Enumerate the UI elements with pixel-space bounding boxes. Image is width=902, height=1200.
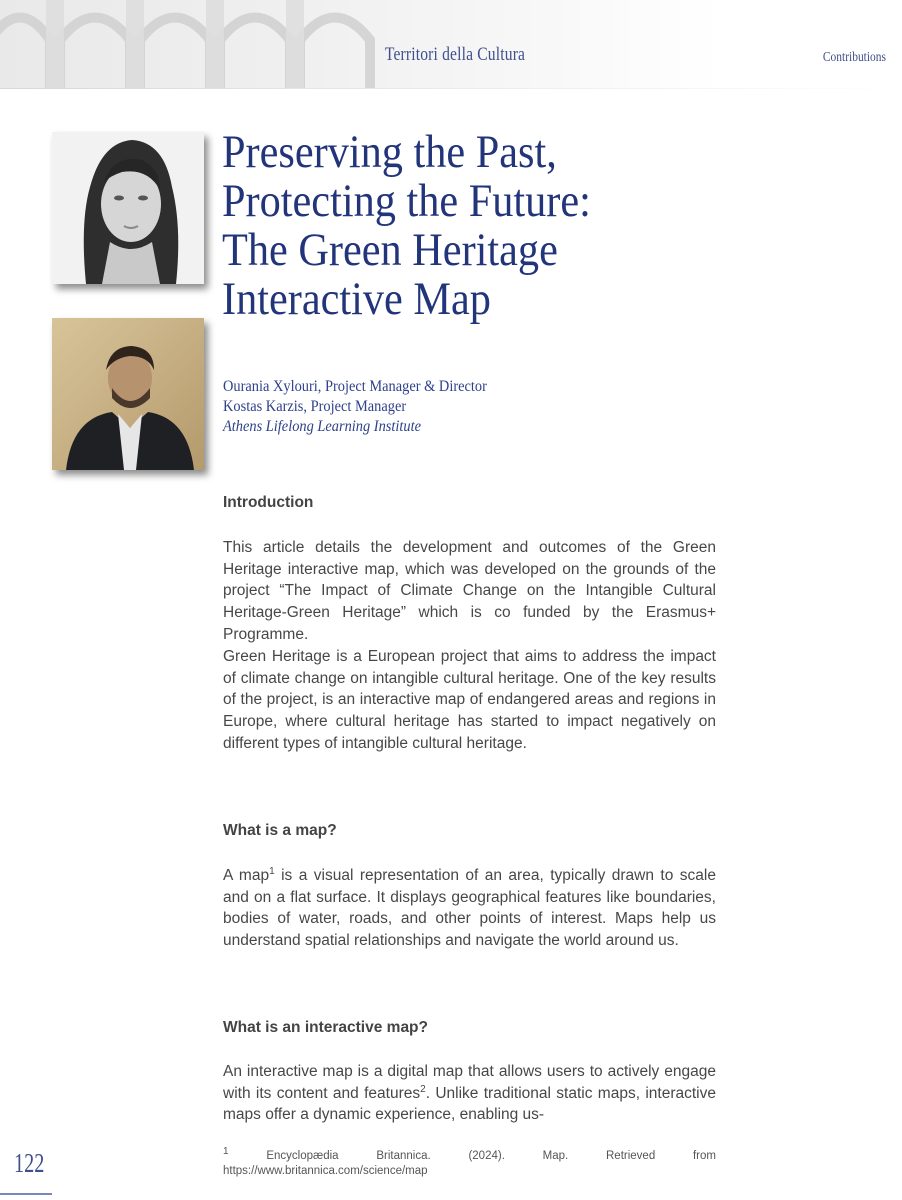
paragraph-text: An interactive map is a digital map that allows users to actively engage with its content and features	[223, 1063, 716, 1102]
magazine-title: Territori della Cultura	[384, 44, 526, 65]
title-line: Interactive Map	[222, 273, 491, 325]
footnote-text: Encyclopædia Britannica. (2024). Map. Retrieved from https://www.britannica.com/science/map	[223, 1150, 716, 1177]
paragraph-text: . Unlike traditional static maps, interactive maps offer a dynamic experience, enabling us-	[223, 1084, 716, 1124]
map-definition-paragraph	[223, 865, 716, 952]
title-line: The Green Heritage	[222, 224, 558, 276]
arch-decoration	[0, 0, 420, 88]
author-affiliation: Athens Lifelong Learning Institute	[223, 418, 421, 435]
author-line: Ourania Xylouri, Project Manager & Director	[223, 378, 487, 395]
paragraph-text: A map	[223, 867, 270, 884]
footnote-ref-1: 1	[269, 865, 275, 877]
author-photo-karzis	[52, 318, 204, 470]
intro-paragraph-2: Green Heritage is a European project that aims to address the impact of climate change on intangible cultural heritage. One of the key results of the project, is an interactive map of endangered areas and regions in Europe, where cultural heritage has started to impact negatively on different types of intangible cultural heritage.	[223, 648, 716, 752]
section-label: Contributions	[822, 50, 886, 65]
footnote	[223, 1146, 716, 1179]
page-number-rule	[0, 1193, 52, 1195]
header-band	[0, 0, 902, 88]
author-photo-xylouri	[52, 132, 204, 284]
page-number: 122	[14, 1148, 45, 1178]
article-title	[222, 128, 654, 324]
section-heading-what-is-map: What is a map?	[223, 822, 337, 839]
author-block	[223, 377, 601, 437]
title-line: Preserving the Past,	[222, 126, 557, 178]
intro-paragraph-1: This article details the development and outcomes of the Green Heritage interactive map, which was developed on the grounds of the project “The Impact of Climate Change on the Intangible Cultural Heritage-Green Heritage” which is co funded by the Erasmus+ Programme.	[223, 539, 716, 643]
interactive-map-paragraph	[223, 1061, 716, 1126]
footnote-number: 1	[223, 1146, 229, 1158]
section-heading-introduction: Introduction	[223, 494, 314, 511]
paragraph-text: is a visual representation of an area, typically drawn to scale and on a flat surface. It displays geographical features like boundaries, bodies of water, roads, and other points of interest. Maps help us understand spatial relationships and navigate the world around us.	[223, 867, 716, 950]
author-line: Kostas Karzis, Project Manager	[223, 398, 407, 415]
title-line: Protecting the Future:	[222, 175, 591, 227]
header-divider	[0, 88, 902, 89]
footnote-ref-2: 2	[420, 1083, 426, 1095]
section-heading-interactive-map: What is an interactive map?	[223, 1019, 428, 1036]
